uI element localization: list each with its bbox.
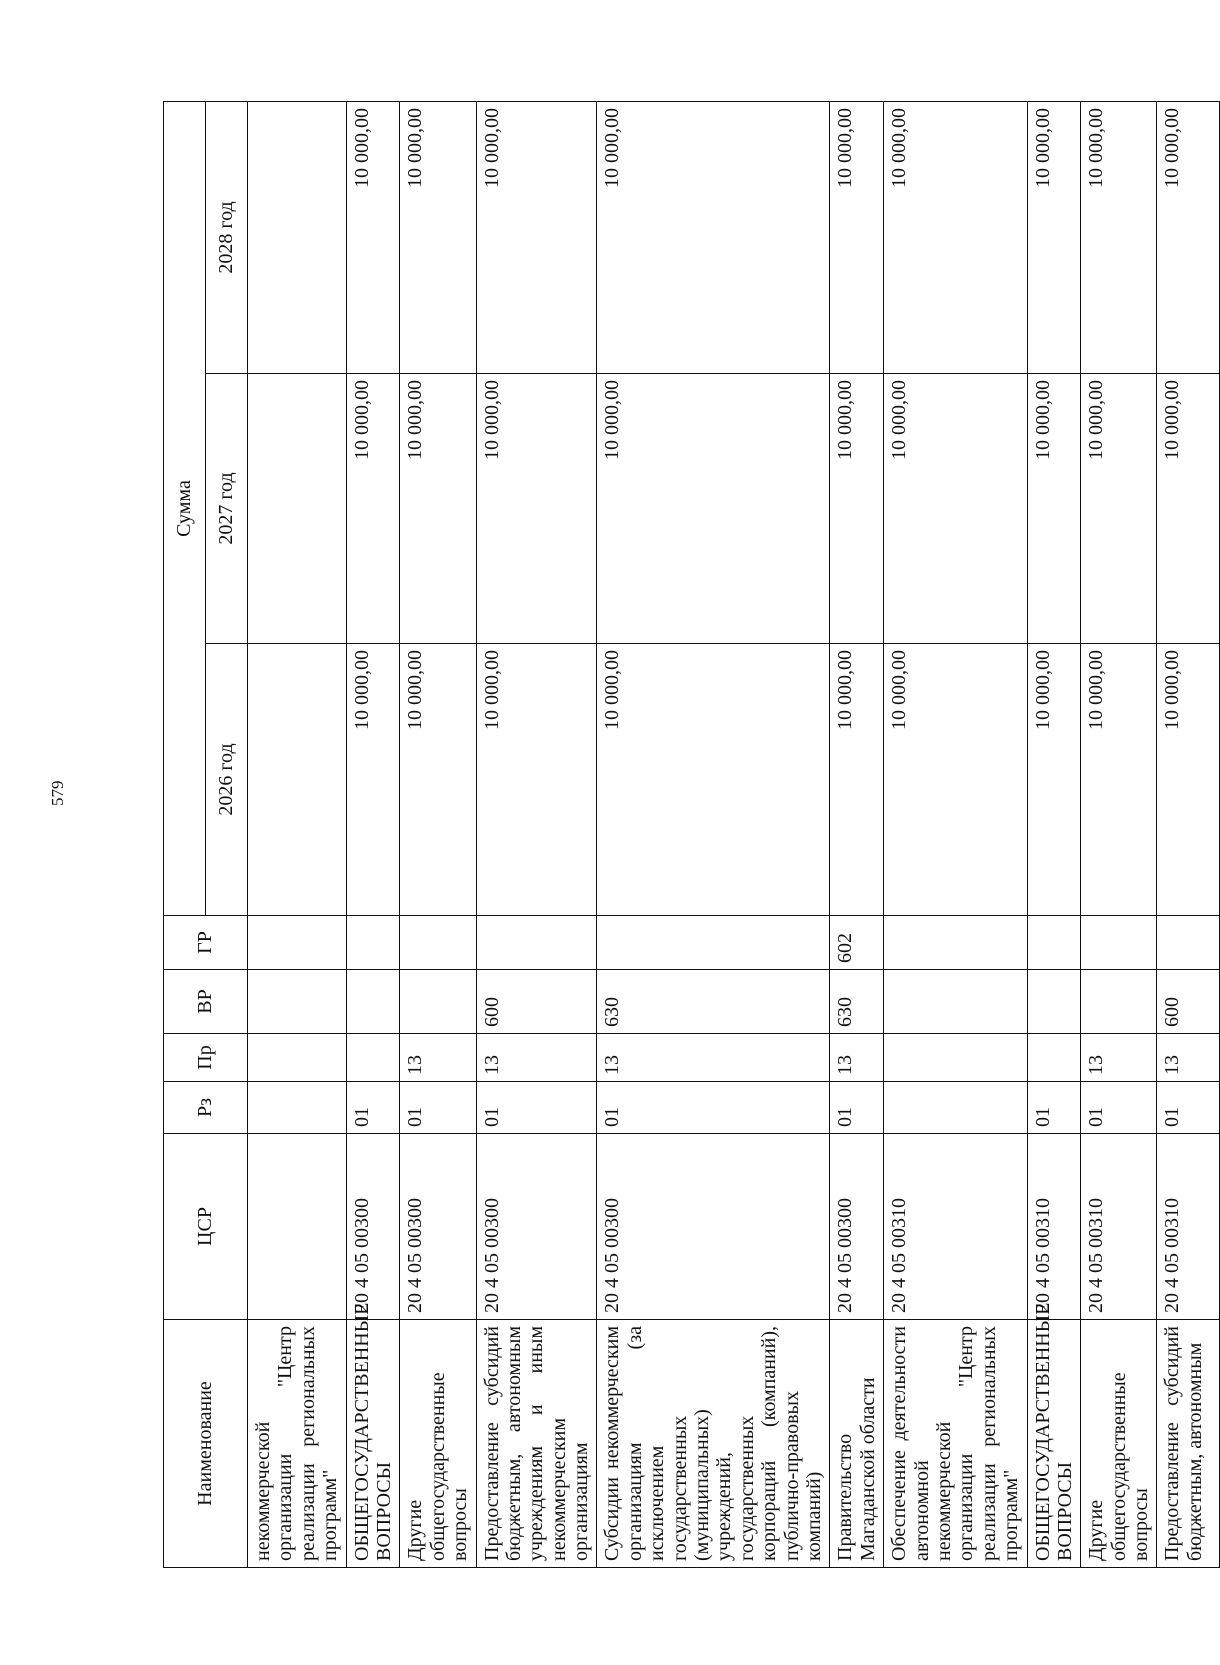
page-number: 579 (48, 780, 67, 806)
row-pr: 13 (1081, 1034, 1157, 1082)
header-gr: ГР (164, 916, 248, 970)
row-vr: 600 (1157, 970, 1220, 1034)
row-2028: 10 000,00 (1157, 101, 1220, 373)
table-row (884, 101, 1027, 1567)
row-vr (248, 970, 347, 1034)
row-name: ОБЩЕГОСУДАРСТВЕННЫЕ ВОПРОСЫ (346, 1320, 400, 1568)
row-vr: 630 (597, 970, 830, 1034)
row-rz: 01 (1081, 1082, 1157, 1134)
table-row (346, 101, 400, 1567)
row-2026: 10 000,00 (476, 644, 597, 916)
row-name: ОБЩЕГОСУДАРСТВЕННЫЕ ВОПРОСЫ (1027, 1320, 1081, 1568)
row-2028: 10 000,00 (597, 101, 830, 373)
row-vr (400, 970, 476, 1034)
row-2026: 10 000,00 (1027, 644, 1081, 916)
row-2027: 10 000,00 (1081, 374, 1157, 644)
row-name: Предоставление субсидий бюджетным, автономным (1157, 1320, 1220, 1568)
row-gr (476, 916, 597, 970)
header-sum: Сумма (164, 101, 206, 915)
row-2027: 10 000,00 (1027, 374, 1081, 644)
row-2026: 10 000,00 (1081, 644, 1157, 916)
row-name: Правительство Магаданской области (830, 1320, 884, 1568)
row-rz (248, 1082, 347, 1134)
row-pr: 13 (830, 1034, 884, 1082)
table-row (248, 101, 347, 1567)
table-row (1081, 101, 1157, 1567)
row-rz: 01 (400, 1082, 476, 1134)
rotated-page (163, 102, 1206, 1568)
header-year-2027: 2027 год (206, 374, 248, 644)
row-csr: 20 4 05 00300 (476, 1134, 597, 1320)
table-row (400, 101, 476, 1567)
row-2028: 10 000,00 (400, 101, 476, 373)
budget-table (163, 101, 1220, 1568)
row-2026: 10 000,00 (597, 644, 830, 916)
row-rz: 01 (830, 1082, 884, 1134)
header-name: Наименование (164, 1320, 248, 1568)
row-name: Субсидии некоммерческим организациям (за исключением государственных (муниципальных) учреждений, государственных корпораций (компаний), публично-правовых компаний) (597, 1320, 830, 1568)
row-csr: 20 4 05 00310 (1157, 1134, 1220, 1320)
row-2028: 10 000,00 (346, 101, 400, 373)
row-pr: 13 (1157, 1034, 1220, 1082)
table-row (476, 101, 597, 1567)
row-pr (1027, 1034, 1081, 1082)
row-pr (248, 1034, 347, 1082)
row-2028: 10 000,00 (884, 101, 1027, 373)
table-row (830, 101, 884, 1567)
row-csr: 20 4 05 00310 (884, 1134, 1027, 1320)
header-row-top (164, 101, 206, 1567)
header-rz: Рз (164, 1082, 248, 1134)
header-csr: ЦСР (164, 1134, 248, 1320)
header-year-2028: 2028 год (206, 101, 248, 373)
row-vr (1027, 970, 1081, 1034)
row-pr (884, 1034, 1027, 1082)
row-rz: 01 (346, 1082, 400, 1134)
row-rz: 01 (597, 1082, 830, 1134)
row-rz: 01 (476, 1082, 597, 1134)
row-gr (1081, 916, 1157, 970)
row-2027 (248, 374, 347, 644)
row-vr (884, 970, 1027, 1034)
row-rz (884, 1082, 1027, 1134)
row-vr: 600 (476, 970, 597, 1034)
row-2026: 10 000,00 (884, 644, 1027, 916)
row-gr (1157, 916, 1220, 970)
row-rz: 01 (1027, 1082, 1081, 1134)
row-name: Другие общегосударственные вопросы (400, 1320, 476, 1568)
row-pr: 13 (400, 1034, 476, 1082)
row-gr (1027, 916, 1081, 970)
row-2028: 10 000,00 (1027, 101, 1081, 373)
header-year-2026: 2026 год (206, 644, 248, 916)
row-vr: 630 (830, 970, 884, 1034)
row-rz: 01 (1157, 1082, 1220, 1134)
row-pr (346, 1034, 400, 1082)
row-name: Другие общегосударственные вопросы (1081, 1320, 1157, 1568)
row-2028: 10 000,00 (1081, 101, 1157, 373)
row-gr (346, 916, 400, 970)
row-2026: 10 000,00 (1157, 644, 1220, 916)
row-vr (1081, 970, 1157, 1034)
row-csr: 20 4 05 00300 (830, 1134, 884, 1320)
row-2026: 10 000,00 (346, 644, 400, 916)
row-2026: 10 000,00 (400, 644, 476, 916)
row-gr: 602 (830, 916, 884, 970)
row-gr (884, 916, 1027, 970)
row-name: Обеспечение деятельности автономной некоммерческой организации "Центр реализации региональных программ" (884, 1320, 1027, 1568)
row-csr: 20 4 05 00300 (400, 1134, 476, 1320)
row-csr: 20 4 05 00300 (346, 1134, 400, 1320)
row-gr (597, 916, 830, 970)
header-pr: Пр (164, 1034, 248, 1082)
row-gr (248, 916, 347, 970)
table-row (1157, 101, 1220, 1567)
row-2027: 10 000,00 (476, 374, 597, 644)
row-pr: 13 (476, 1034, 597, 1082)
row-gr (400, 916, 476, 970)
row-2027: 10 000,00 (597, 374, 830, 644)
row-2027: 10 000,00 (346, 374, 400, 644)
table-row (597, 101, 830, 1567)
row-csr: 20 4 05 00310 (1081, 1134, 1157, 1320)
row-2027: 10 000,00 (400, 374, 476, 644)
row-2026 (248, 644, 347, 916)
row-2028: 10 000,00 (830, 101, 884, 373)
row-vr (346, 970, 400, 1034)
row-2027: 10 000,00 (1157, 374, 1220, 644)
row-2027: 10 000,00 (830, 374, 884, 644)
row-csr: 20 4 05 00310 (1027, 1134, 1081, 1320)
row-csr (248, 1134, 347, 1320)
row-2027: 10 000,00 (884, 374, 1027, 644)
table-body (248, 101, 1220, 1567)
table-row (1027, 101, 1081, 1567)
row-csr: 20 4 05 00300 (597, 1134, 830, 1320)
row-name: некоммерческой организации "Центр реализации региональных программ" (248, 1320, 347, 1568)
row-2028 (248, 101, 347, 373)
row-2026: 10 000,00 (830, 644, 884, 916)
row-name: Предоставление субсидий бюджетным, автономным учреждениям и иным некоммерческим организациям (476, 1320, 597, 1568)
row-2028: 10 000,00 (476, 101, 597, 373)
row-pr: 13 (597, 1034, 830, 1082)
header-vr: ВР (164, 970, 248, 1034)
